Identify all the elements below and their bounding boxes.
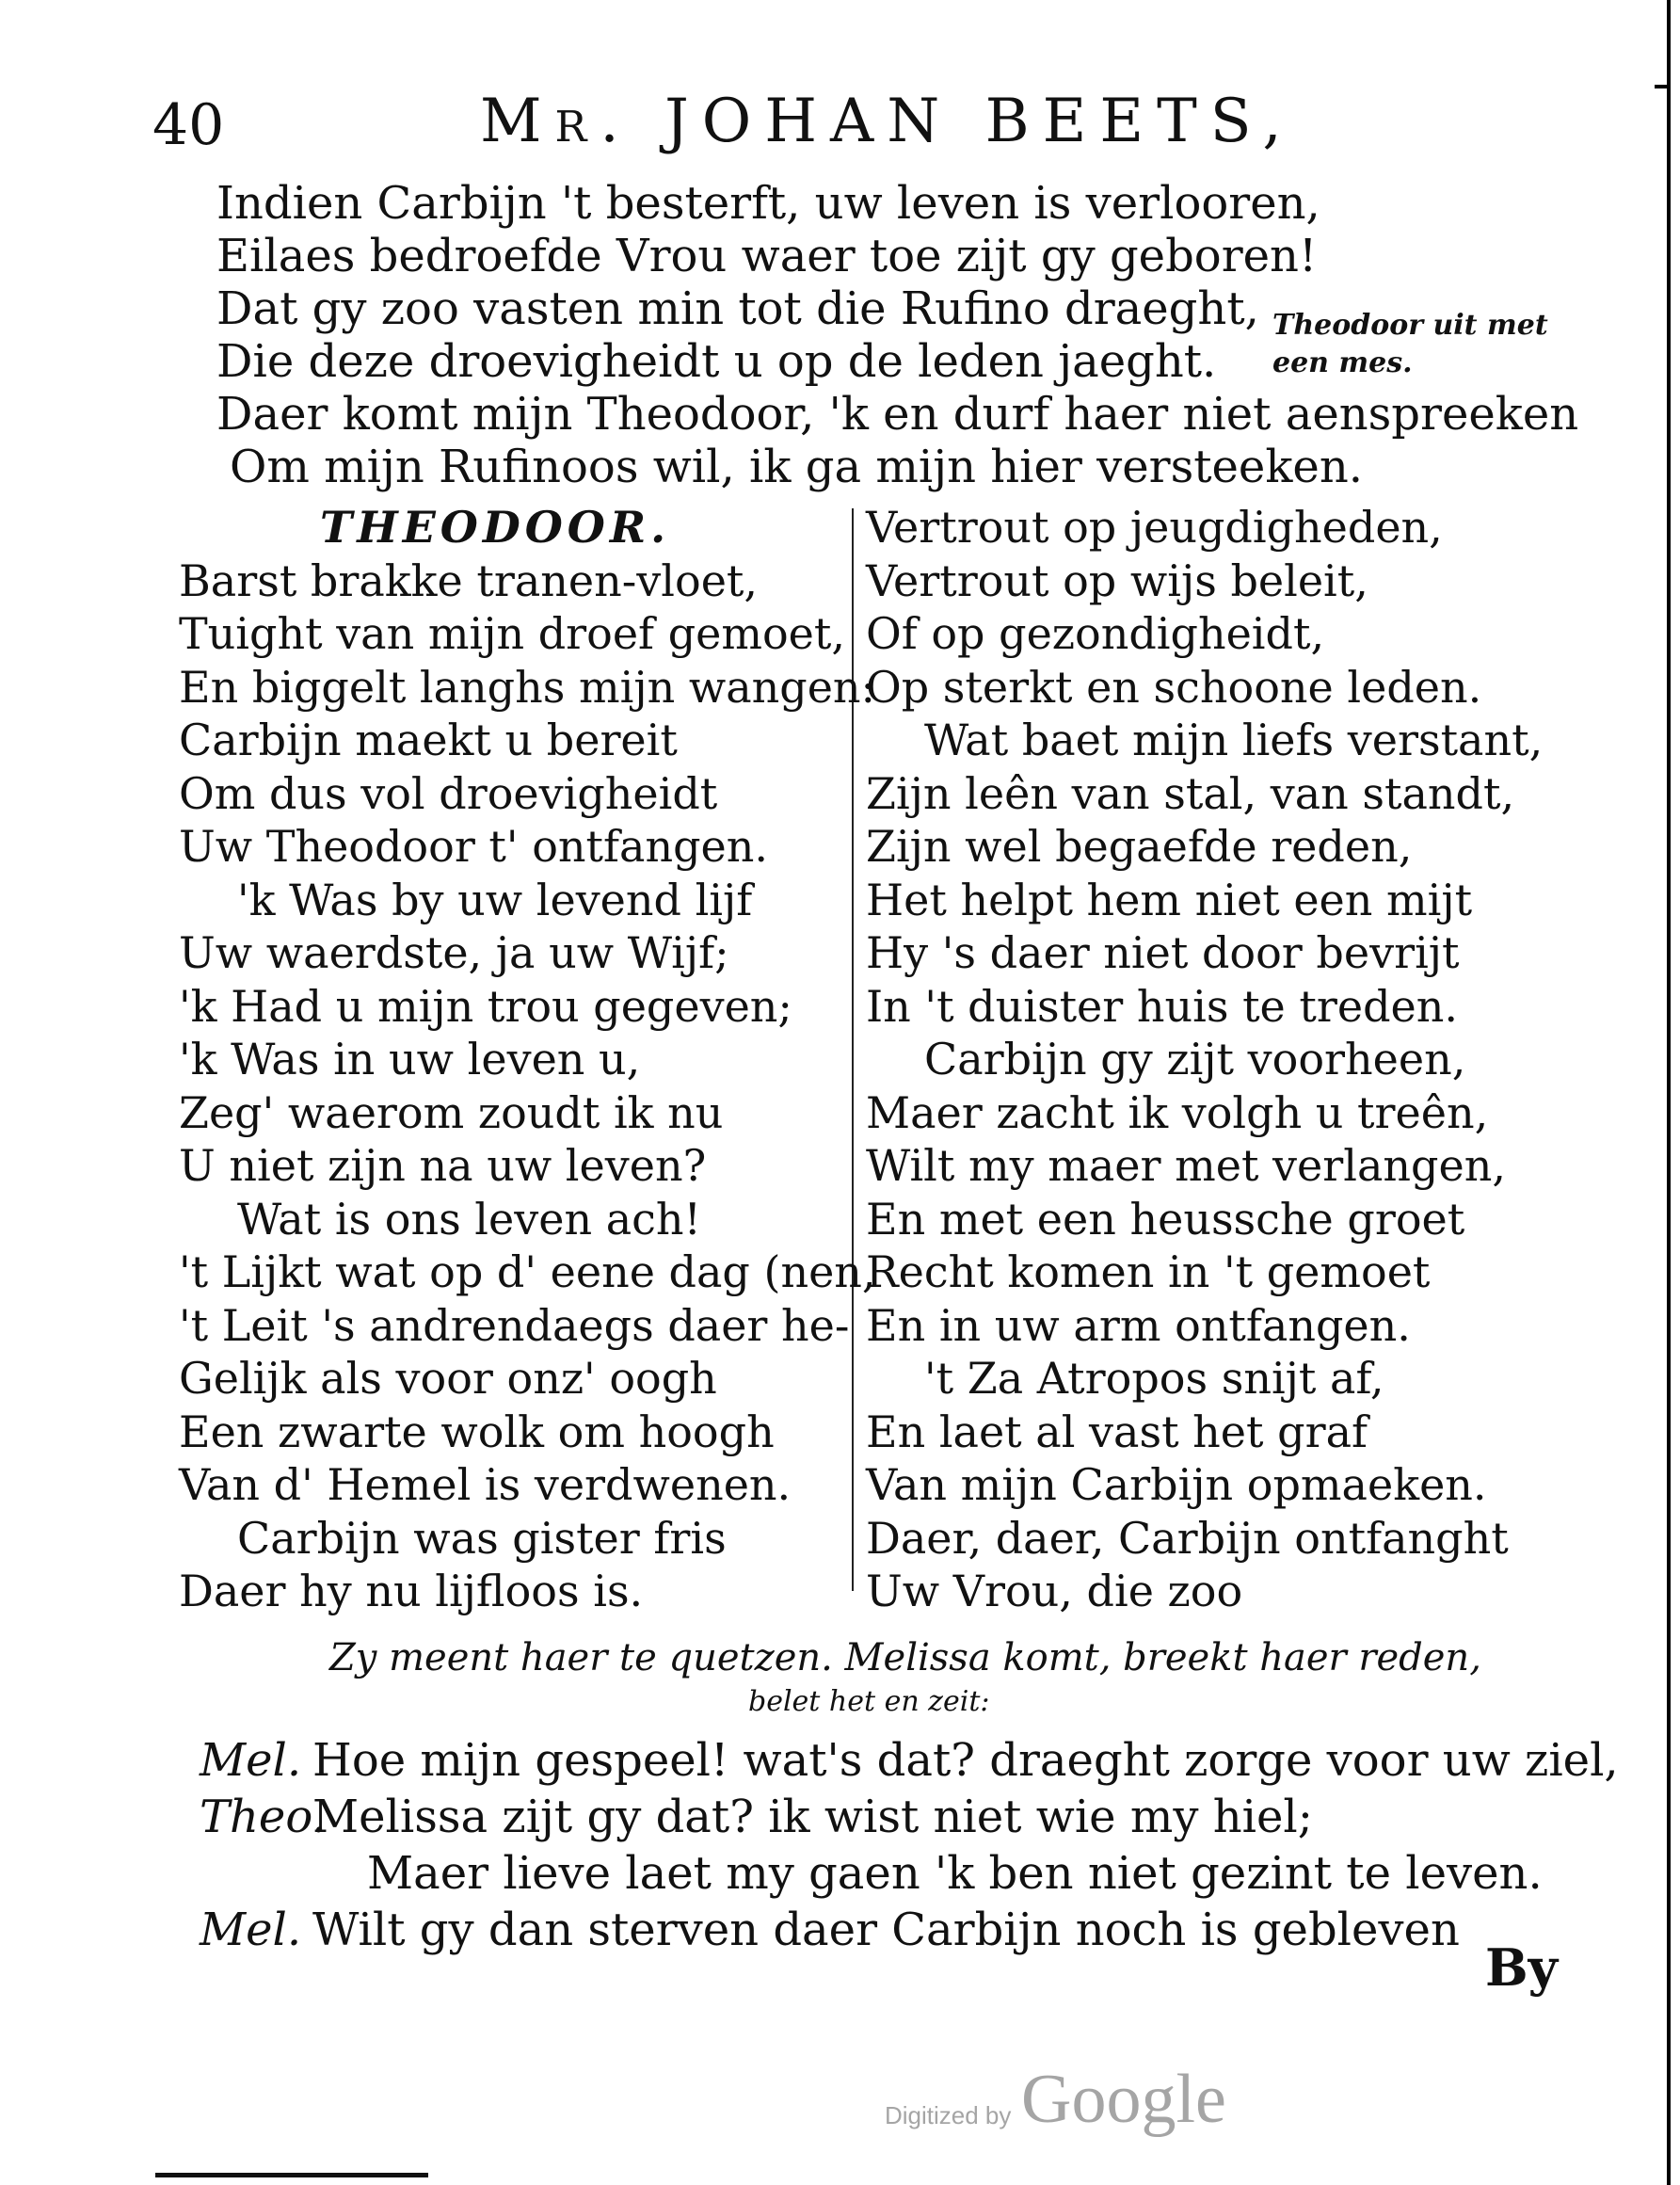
verse-line: En biggelt langhs mijn wangen: bbox=[179, 661, 876, 713]
verse-line: Uw waerdste, ja uw Wijf; bbox=[179, 927, 729, 978]
catchword: By bbox=[1485, 1937, 1559, 1998]
page-number: 40 bbox=[152, 92, 225, 158]
verse-line: Om mijn Rufinoos wil, ik ga mijn hier versteeken. bbox=[230, 441, 1363, 493]
margin-note-line: een mes. bbox=[1272, 346, 1413, 379]
verse-line: En met een heussche groet bbox=[866, 1193, 1465, 1245]
verse-line: Eilaes bedroefde Vrou waer toe zijt gy geboren! bbox=[216, 230, 1318, 282]
verse-line: Dat gy zoo vasten min tot die Rufino draeght, bbox=[216, 282, 1259, 335]
left-column-verse bbox=[179, 501, 876, 1618]
verse-line: In 't duister huis te treden. bbox=[866, 980, 1459, 1032]
dialogue-text: Melissa zijt gy dat? ik wist niet wie my hiel; bbox=[312, 1791, 1313, 1843]
google-logo: Google bbox=[1021, 2061, 1226, 2138]
verse-line: Hy 's daer niet door bevrijt bbox=[866, 927, 1460, 978]
dialogue-speaker: Mel. bbox=[200, 1734, 302, 1787]
dialogue-block bbox=[200, 1732, 1619, 1958]
verse-line: 'k Had u mijn trou gegeven; bbox=[179, 980, 792, 1032]
dialogue-text: Maer lieve laet my gaen 'k ben niet gezint te leven. bbox=[367, 1847, 1543, 1900]
verse-line: Carbijn was gister fris bbox=[237, 1512, 727, 1564]
verse-line: Carbijn maekt u bereit bbox=[179, 715, 678, 765]
verse-line: Wat baet mijn liefs verstant, bbox=[924, 715, 1544, 765]
verse-line: Of op gezondigheidt, bbox=[866, 608, 1325, 659]
verse-line: En laet al vast het graf bbox=[866, 1406, 1368, 1457]
verse-line: Vertrout op jeugdigheden, bbox=[866, 502, 1443, 553]
verse-line: Het helpt hem niet een mijt bbox=[866, 874, 1473, 925]
verse-line: En in uw arm ontfangen. bbox=[866, 1299, 1411, 1351]
bottom-rule bbox=[155, 2173, 428, 2177]
verse-line: Daer hy nu lijfloos is. bbox=[179, 1566, 644, 1616]
verse-line: Daer komt mijn Theodoor, 'k en durf haer niet aenspreeken bbox=[216, 388, 1579, 441]
verse-line: Gelijk als voor onz' oogh bbox=[179, 1353, 717, 1404]
digitized-by-text: Digitized by bbox=[885, 2101, 1012, 2129]
verse-line: Een zwarte wolk om hoogh bbox=[179, 1406, 775, 1457]
verse-line: Op sterkt en schoone leden. bbox=[866, 661, 1482, 713]
verse-line: Recht komen in 't gemoet bbox=[866, 1246, 1431, 1297]
margin-stage-note bbox=[1272, 307, 1548, 382]
verse-line: Wat is ons leven ach! bbox=[237, 1193, 701, 1245]
verse-line: Daer, daer, Carbijn ontfanght bbox=[866, 1512, 1509, 1564]
dialogue-speaker: Theo. bbox=[200, 1791, 327, 1843]
dialogue-speaker: Mel. bbox=[200, 1904, 302, 1956]
verse-line: Uw Vrou, die zoo bbox=[866, 1566, 1243, 1616]
verse-line: Carbijn gy zijt voorheen, bbox=[924, 1034, 1466, 1084]
verse-line: Van d' Hemel is verdwenen. bbox=[179, 1459, 792, 1510]
dialogue-line bbox=[200, 1902, 1619, 1958]
dialogue-line bbox=[200, 1845, 1619, 1902]
right-column-verse bbox=[866, 501, 1543, 1618]
page-edge-mark bbox=[1655, 85, 1668, 88]
stage-direction: Zy meent haer te quetzen. Melissa komt, breekt haer reden, bbox=[329, 1636, 1481, 1679]
speaker-heading: THEODOOR. bbox=[320, 502, 671, 553]
running-head: Mr. JOHAN BEETS, bbox=[480, 87, 1295, 156]
verse-line: Uw Theodoor t' ontfangen. bbox=[179, 821, 768, 872]
verse-line: Van mijn Carbijn opmaeken. bbox=[866, 1459, 1487, 1510]
verse-line: Maer zacht ik volgh u treên, bbox=[866, 1086, 1489, 1138]
verse-line: 't Leit 's andrendaegs daer he- bbox=[179, 1299, 850, 1351]
verse-line: U niet zijn na uw leven? bbox=[179, 1140, 707, 1191]
dialogue-line bbox=[200, 1789, 1619, 1845]
verse-line: 't Lijkt wat op d' eene dag (nen, bbox=[179, 1246, 876, 1297]
stage-direction-continued: belet het en zeit: bbox=[748, 1685, 990, 1718]
verse-line: 't Za Atropos snijt af, bbox=[924, 1353, 1384, 1404]
verse-line: Zeg' waerom zoudt ik nu bbox=[179, 1086, 724, 1138]
verse-line: Barst brakke tranen-vloet, bbox=[179, 554, 759, 606]
verse-line: Wilt my maer met verlangen, bbox=[866, 1140, 1506, 1191]
verse-line: Tuight van mijn droef gemoet, bbox=[179, 608, 846, 659]
verse-line: 'k Was in uw leven u, bbox=[179, 1034, 641, 1084]
dialogue-line bbox=[200, 1732, 1619, 1789]
verse-line: Vertrout op wijs beleit, bbox=[866, 554, 1368, 606]
verse-line: Zijn leên van stal, van standt, bbox=[866, 767, 1515, 819]
verse-line: Om dus vol droevigheidt bbox=[179, 767, 718, 819]
dialogue-text: Wilt gy dan sterven daer Carbijn noch is gebleven bbox=[312, 1904, 1460, 1956]
verse-line: 'k Was by uw levend lijf bbox=[237, 874, 753, 925]
verse-line: Indien Carbijn 't besterft, uw leven is verlooren, bbox=[216, 177, 1320, 230]
margin-note-line: Theodoor uit met bbox=[1272, 309, 1548, 342]
verse-line: Die deze droevigheidt u op de leden jaeght. bbox=[216, 335, 1217, 388]
page-edge-right bbox=[1667, 0, 1671, 2185]
dialogue-text: Hoe mijn gespeel! wat's dat? draeght zorge voor uw ziel, bbox=[312, 1734, 1619, 1787]
verse-line: Zijn wel begaefde reden, bbox=[866, 821, 1413, 872]
